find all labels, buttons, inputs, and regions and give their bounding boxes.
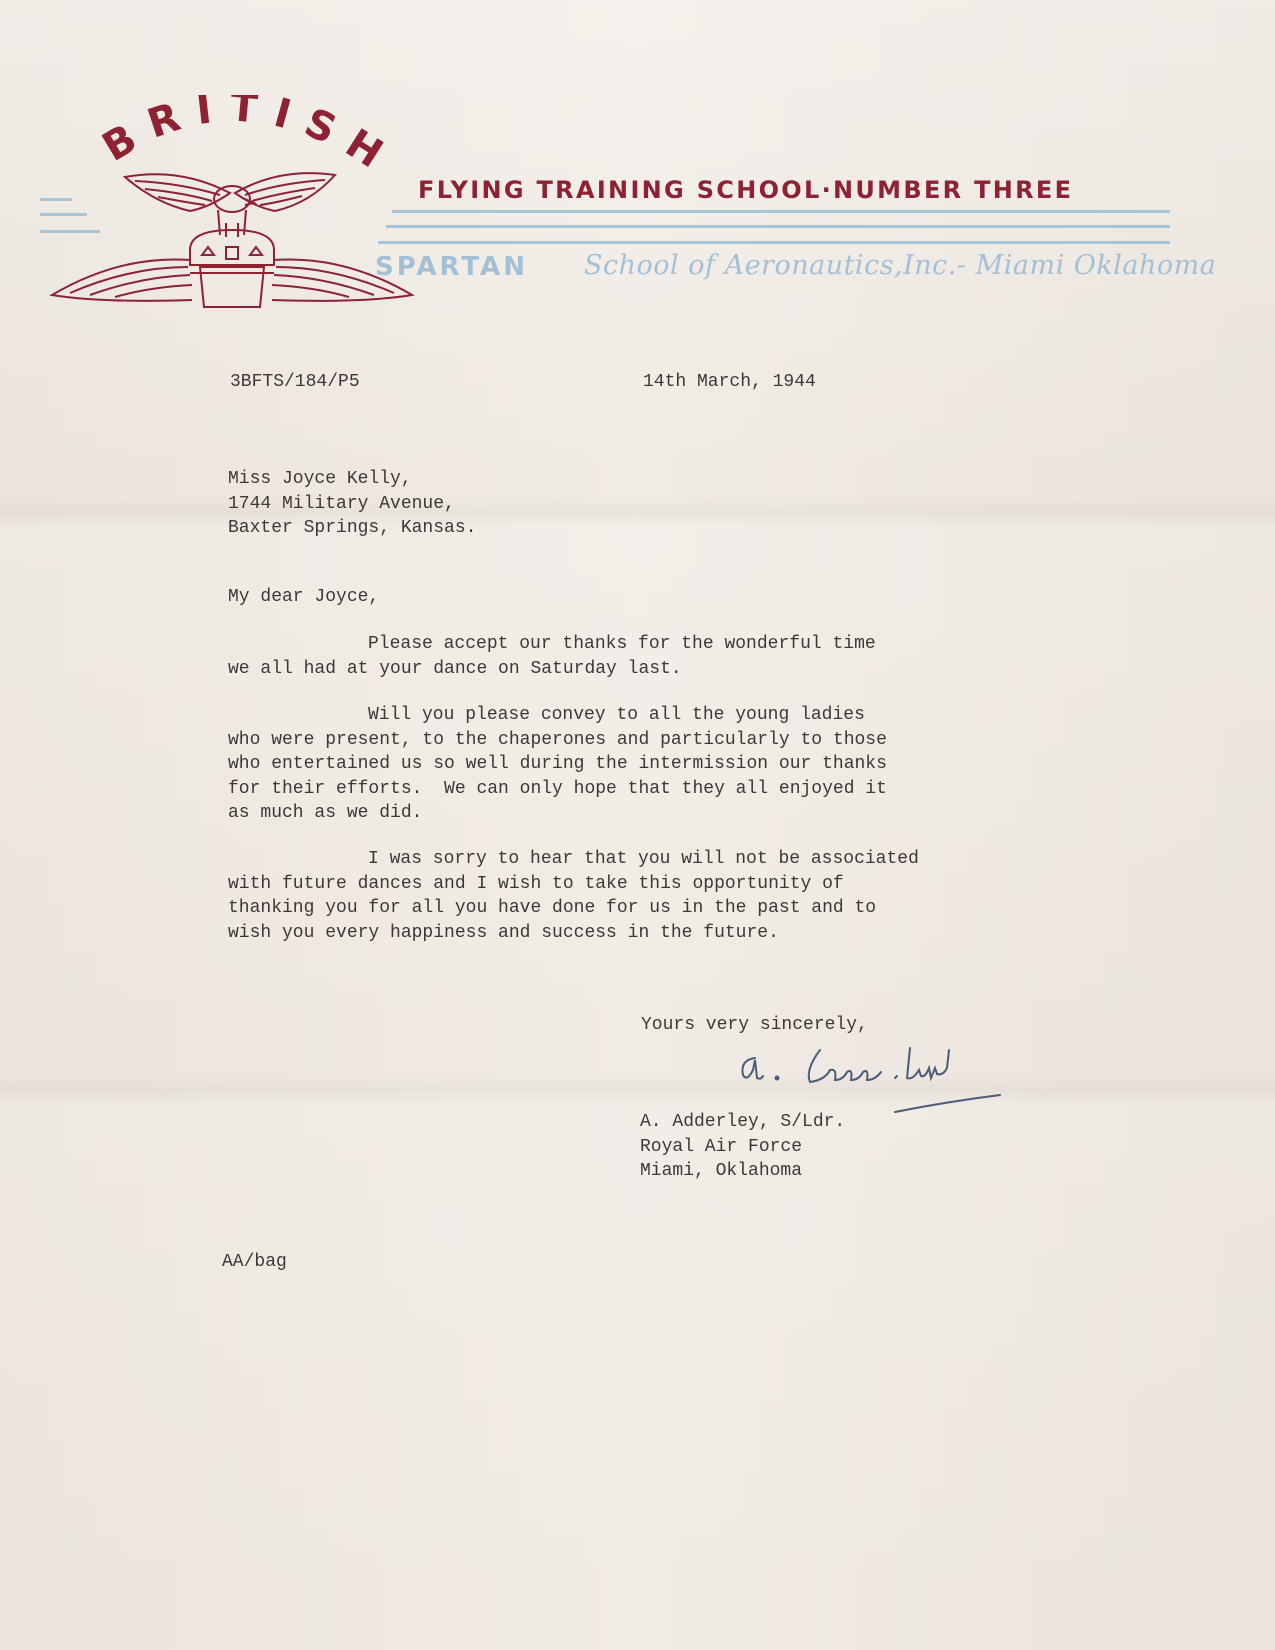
paragraph-line: who were present, to the chaperones and particularly to those <box>228 729 887 750</box>
paragraph-3 <box>228 847 919 945</box>
signatory-unit: Royal Air Force <box>640 1136 803 1157</box>
paragraph-2 <box>228 703 887 826</box>
closing: Yours very sincerely, <box>641 1015 868 1035</box>
paragraph-line: I was sorry to hear that you will not be associated <box>368 849 919 869</box>
signature-icon <box>735 1040 1025 1120</box>
recipient-name: Miss Joyce Kelly, <box>228 469 412 489</box>
paragraph-line: thanking you for all you have done for us in the past and to <box>228 898 877 918</box>
reference-number: 3BFTS/184/P5 <box>230 372 360 392</box>
paragraph-line: wish you every happiness and success in the future. <box>228 922 779 943</box>
letterhead-rule <box>386 225 1170 228</box>
eagle-crown-emblem-icon <box>40 95 430 330</box>
paragraph-line: as much as we did. <box>228 803 423 823</box>
arc-word-british: BRITISH <box>94 95 404 186</box>
letterhead-logo <box>40 95 430 330</box>
recipient-street: 1744 Military Avenue, <box>228 493 455 514</box>
letter-date: 14th March, 1944 <box>643 372 816 392</box>
signatory-location: Miami, Oklahoma <box>640 1161 803 1181</box>
signatory-block <box>640 1110 845 1184</box>
paragraph-line: we all had at your dance on Saturday last. <box>228 658 682 679</box>
svg-text:BRITISH <box>95 95 404 186</box>
typist-initials: AA/bag <box>222 1252 287 1272</box>
paragraph-line: for their efforts. We can only hope that they all enjoyed it <box>228 778 887 799</box>
paragraph-line: with future dances and I wish to take this opportunity of <box>228 873 844 894</box>
signatory-name: A. Adderley, S/Ldr. <box>640 1112 846 1132</box>
letterhead-rule <box>392 210 1170 213</box>
paragraph-line: Please accept our thanks for the wonderful time <box>368 634 876 654</box>
handwritten-signature <box>735 1040 1025 1120</box>
paragraph-line: Will you please convey to all the young ladies <box>368 705 865 725</box>
paragraph-1 <box>228 632 876 681</box>
spartan-wordmark: SPARTAN <box>375 252 528 282</box>
recipient-city: Baxter Springs, Kansas. <box>228 518 477 538</box>
school-line: FLYING TRAINING SCHOOL·NUMBER THREE <box>418 176 1074 204</box>
paragraph-line: who entertained us so well during the intermission our thanks <box>228 754 887 774</box>
salutation: My dear Joyce, <box>228 587 380 607</box>
school-script-line: School of Aeronautics,Inc.- Miami Oklahoma <box>584 250 1217 281</box>
letterhead-rule <box>378 241 1170 244</box>
recipient-address <box>228 467 476 541</box>
